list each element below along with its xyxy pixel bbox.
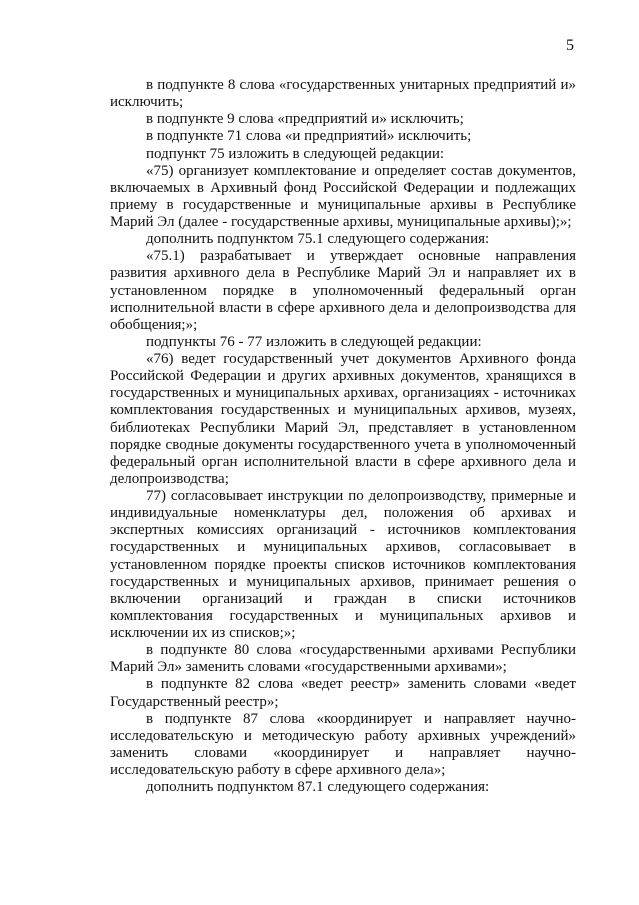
paragraph: дополнить подпунктом 75.1 следующего содержания: <box>146 231 490 248</box>
paragraph: в подпункте 71 слова «и предприятий» исключить; <box>146 128 472 145</box>
paragraph: 77) согласовывает инструкции по делопроизводству, примерные и индивидуальные номенклатуры дел, положения об архивах и экспертных комиссиях организаций - источников комплектования государственных и муниципальных архивов, согласовывает в установленном порядке проекты списков источников комплектования государственных и муниципальных архивов, принимает решения о включении организаций и граждан в списки источников комплектования государственных и муниципальных архивов и исключении их из списков;»; <box>110 488 576 641</box>
paragraph: в подпункте 9 слова «предприятий и» исключить; <box>146 111 464 128</box>
paragraph: в подпункте 87 слова «координирует и направляет научно-исследовательскую и методическую работу архивных учреждений» заменить словами «координирует и направляет научно-исследовательскую работу в сфере архивного дела»; <box>110 710 576 778</box>
paragraph: в подпункте 8 слова «государственных унитарных предприятий и» исключить; <box>110 77 576 111</box>
paragraph: дополнить подпунктом 87.1 следующего содержания: <box>146 779 490 796</box>
document-body <box>110 77 576 796</box>
paragraph: в подпункте 80 слова «государственными архивами Республики Марий Эл» заменить словами «государственными архивами»; <box>110 642 576 676</box>
paragraph: подпункт 75 изложить в следующей редакции: <box>146 145 445 162</box>
paragraph: «75) организует комплектование и определяет состав документов, включаемых в Архивный фонд Российской Федерации и подлежащих приему в государственные и муниципальные архивы в Республике Марий Эл (далее - государственные архивы, муниципальные архивы);»; <box>110 162 576 230</box>
paragraph: в подпункте 82 слова «ведет реестр» заменить словами «ведет Государственный реестр»; <box>110 676 576 710</box>
paragraph: «75.1) разрабатывает и утверждает основные направления развития архивного дела в Республике Марий Эл и направляет их в установленном порядке в уполномоченный федеральный орган исполнительной власти в сфере архивного дела и делопроизводства для обобщения;»; <box>110 248 576 333</box>
paragraph: «76) ведет государственный учет документов Архивного фонда Российской Федерации и других архивных документов, хранящихся в государственных и муниципальных архивах, организациях - источниках комплектования государственных и муниципальных архивов, музеях, библиотеках Республики Марий Эл, представляет в установленном порядке сводные документы государственного учета в уполномоченный федеральный орган исполнительной власти в сфере архивного дела и делопроизводства; <box>110 351 576 487</box>
paragraph: подпункты 76 - 77 изложить в следующей редакции: <box>146 333 482 350</box>
page-number: 5 <box>566 37 574 54</box>
